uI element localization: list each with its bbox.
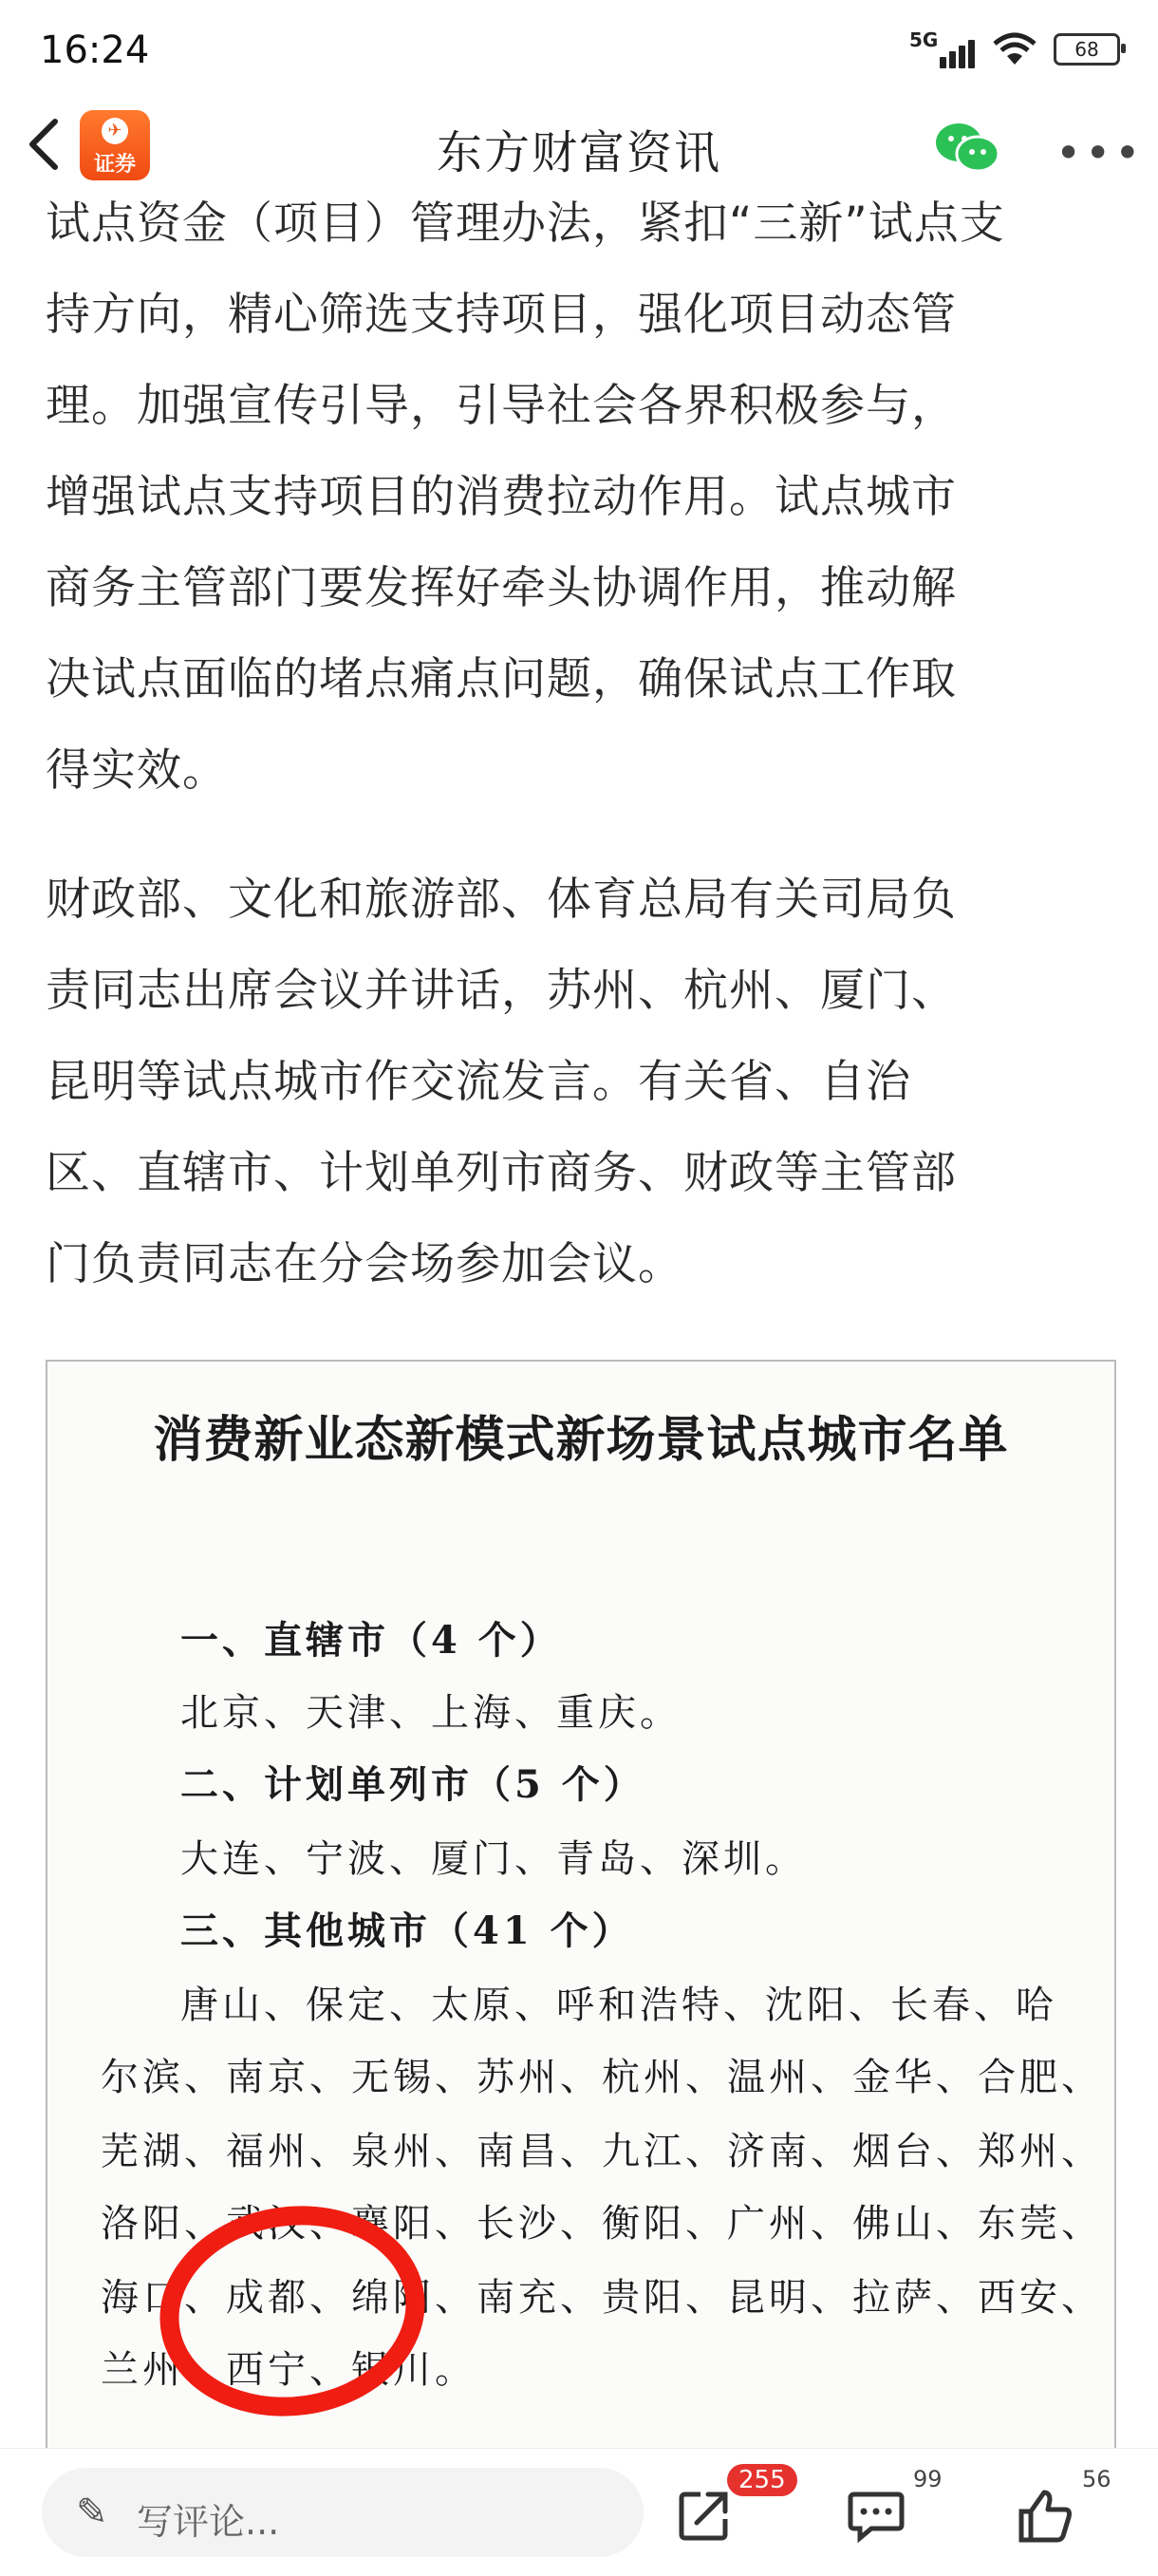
bottom-action-bar — [0, 2448, 1158, 2576]
city-list-line: 尔滨、南京、无锡、苏州、杭州、温州、金华、合肥、 — [101, 2056, 1103, 2099]
document-title: 消费新业态新模式新场景试点城市名单 — [153, 1411, 1009, 1469]
paragraph-line: 持方向，精心筛选支持项目，强化项目动态管 — [46, 289, 957, 341]
article-paragraph-1 — [46, 197, 1118, 817]
paragraph-line: 昆明等试点城市作交流发言。有关省、自治 — [46, 1056, 911, 1108]
more-options-icon[interactable]: ••• — [1055, 127, 1145, 179]
paragraph-line: 区、直辖市、计划单列市商务、财政等主管部 — [46, 1147, 957, 1199]
status-icons — [909, 30, 1120, 68]
share-icon — [676, 2487, 733, 2544]
like-button[interactable] — [1016, 2466, 1111, 2549]
document-image[interactable] — [46, 1360, 1116, 2452]
status-bar — [0, 0, 1158, 95]
signal-icon — [909, 30, 976, 68]
city-list-line: 海口、成都、绵阳、南充、贵阳、昆明、拉萨、西安、 — [101, 2276, 1103, 2320]
city-list-line: 兰州、西宁、银川。 — [101, 2348, 476, 2392]
article-paragraph-2 — [46, 855, 1118, 1310]
comments-button[interactable] — [847, 2466, 943, 2548]
paragraph-line: 门负责同志在分会场参加会议。 — [46, 1238, 683, 1290]
battery-level: 68 — [1074, 38, 1099, 61]
city-list-line: 洛阳、武汉、襄阳、长沙、衡阳、广州、佛山、东莞、 — [101, 2202, 1103, 2246]
paragraph-line: 增强试点支持项目的消费拉动作用。试点城市 — [46, 471, 957, 523]
section-heading: 三、其他城市（41 个） — [180, 1908, 634, 1953]
paragraph-line: 得实效。 — [46, 744, 228, 797]
section-heading: 二、计划单列市（5 个） — [180, 1762, 645, 1807]
share-count-badge: 255 — [727, 2464, 797, 2496]
comment-input[interactable] — [42, 2468, 644, 2557]
paragraph-line: 试点资金（项目）管理办法，紧扣“三新”试点支 — [46, 197, 1005, 250]
wifi-icon — [993, 32, 1037, 66]
comment-icon — [847, 2487, 906, 2544]
status-time: 16:24 — [40, 28, 150, 72]
logo-label: 证券 — [93, 153, 136, 177]
paragraph-line: 决试点面临的堵点痛点问题，确保试点工作取 — [46, 653, 957, 705]
battery-icon — [1054, 33, 1120, 66]
comment-count: 99 — [913, 2466, 943, 2492]
city-list-line: 芜湖、福州、泉州、南昌、九江、济南、烟台、郑州、 — [101, 2130, 1103, 2173]
city-list: 北京、天津、上海、重庆。 — [180, 1691, 682, 1735]
pencil-icon: ✎ — [76, 2491, 108, 2534]
paragraph-line: 财政部、文化和旅游部、体育总局有关司局负 — [46, 874, 957, 926]
thumbs-up-icon — [1016, 2487, 1074, 2546]
network-type: 5G — [909, 28, 939, 51]
share-button[interactable] — [676, 2466, 786, 2548]
paragraph-line: 理。加强宣传引导，引导社会各界积极参与， — [46, 380, 957, 432]
paragraph-line: 责同志出席会议并讲话，苏州、杭州、厦门、 — [46, 965, 957, 1017]
city-list-line: 唐山、保定、太原、呼和浩特、沈阳、长春、哈 — [180, 1984, 1057, 2027]
paragraph-line: 商务主管部门要发挥好牵头协调作用，推动解 — [46, 562, 957, 614]
like-count: 56 — [1082, 2466, 1111, 2492]
comment-placeholder: 写评论... — [137, 2501, 280, 2543]
page-title: 东方财富资讯 — [436, 126, 721, 179]
wechat-share-icon[interactable] — [934, 120, 1000, 177]
section-heading: 一、直辖市（4 个） — [180, 1618, 562, 1663]
logo-icon: ✈ — [102, 118, 128, 144]
city-list: 大连、宁波、厦门、青岛、深圳。 — [180, 1837, 807, 1881]
